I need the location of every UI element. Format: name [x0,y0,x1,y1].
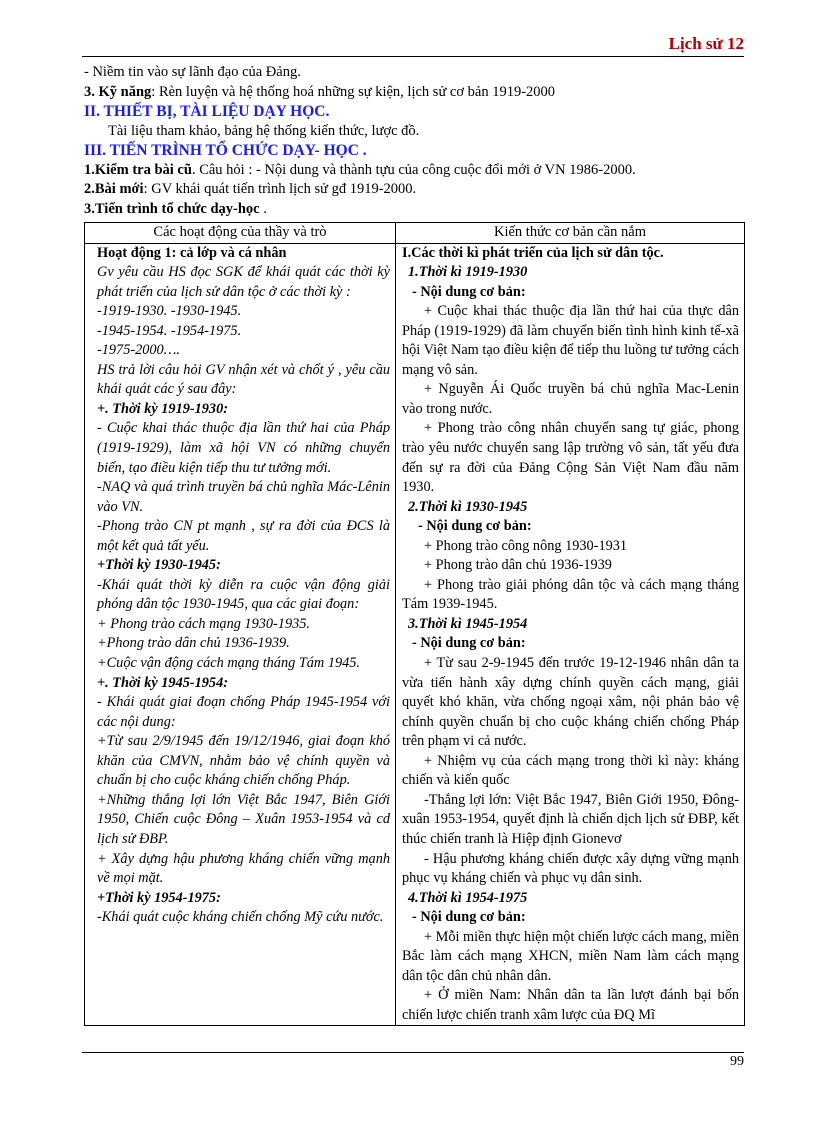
activity-text: -1975-2000…. [97,342,180,359]
activity-text: -1919-1930. -1930-1945. [97,303,242,320]
knowledge-text: + Phong trào giải phóng dân tộc và cách mạng tháng Tám 1939-1945. [402,576,739,613]
page-number: 99 [730,1054,744,1069]
footer-divider [82,1052,744,1053]
activity-text: -Khái quát thời kỳ diễn ra cuộc vận động giải phóng dân tộc 1930-1945, qua các giai đoạn: [97,576,390,613]
intro-section [84,63,744,219]
content-label: - Nội dung cơ bản: [418,518,532,535]
knowledge-text: + Phong trào công nông 1930-1931 [424,537,628,554]
lesson-table [84,222,745,1026]
activities-cell [85,243,396,1026]
activity-text: + Xây dựng hậu phương kháng chiến vững mạnh về mọi mặt. [97,850,390,887]
subject-title: Lịch sử 12 [668,34,744,53]
period-heading: 3.Thời kì 1945-1954 [408,615,528,632]
section-heading: II. THIẾT BỊ, TÀI LIỆU DẠY HỌC. [84,103,330,120]
knowledge-text: -Thắng lợi lớn: Việt Bắc 1947, Biên Giới 1950, Đông-xuân 1953-1954, quyết định là chiến dịch lịch sử ĐBP, kết thúc chiến tranh là Hiệp định Gionevơ [402,791,739,847]
content-label: - Nội dung cơ bản: [412,283,526,300]
activity-text: +Cuộc vận động cách mạng tháng Tám 1945. [97,655,360,672]
period-heading: 1.Thời kì 1919-1930 [408,264,528,281]
activity-text: +Những thắng lợi lớn Việt Bắc 1947, Biên Giới 1950, Chiến cuộc Đông – Xuân 1953-1954 và cd lịch sử ĐBP. [97,791,390,847]
activity-text: Gv yêu cầu HS đọc SGK để khái quát các thời kỳ phát triển của lịch sử dân tộc ở các thời kỳ : [97,264,390,300]
activity-text: +Từ sau 2/9/1945 đến 19/12/1946, giai đoạn khó khăn của CMVN, nhằm bảo vệ chính quyền và chuẩn bị cho cuộc kháng chiến chống Pháp. [97,733,390,789]
new-lesson-line: 2.Bài mới: GV khái quát tiến trình lịch sử gđ 1919-2000. [84,181,417,197]
section-heading: III. TIẾN TRÌNH TỔ CHỨC DẠY- HỌC . [84,142,367,159]
knowledge-text: + Phong trào công nhân chuyển sang tự giác, phong trào yêu nước chuyển sang lập trường vô sản, tất yếu đưa đến sự ra đời của Đảng Cộng Sản Việt Nam đầu năm 1930. [402,420,739,496]
period-heading: +Thời kỳ 1954-1975: [97,889,221,906]
materials-line: Tài liệu tham khảo, bảng hệ thống kiến thức, lược đồ. [108,122,420,139]
check-line: 1.Kiểm tra bài cũ. Câu hỏi : - Nội dung và thành tựu của công cuộc đổi mới ở VN 1986-2000. [84,161,636,178]
knowledge-text: + Mỗi miền thực hiện một chiến lược cách mang, miền Bắc làm cách mạng XHCN, miền Nam làm cách mạng dân tộc dân chủ nhân dân. [402,928,739,984]
process-line: 3.Tiến trình tổ chức dạy-học . [84,200,267,217]
knowledge-text: + Từ sau 2-9-1945 đến trước 19-12-1946 nhân dân ta vừa tiến hành xây dựng chính quyền cách mạng, giải quyết khó khăn, vừa chống ngoại xâm, nội phản bảo vệ chính quyền chuẩn bị cho cuộc kháng chiến chống Pháp trên phạm vi cả nước. [402,655,739,750]
knowledge-text: - Hậu phương kháng chiến được xây dựng vững mạnh phục vụ kháng chiến và phục vụ dân sinh. [402,850,739,887]
content-label: - Nội dung cơ bản: [412,635,526,652]
activity-heading: Hoạt động 1: cả lớp và cá nhân [97,244,287,261]
activity-text: HS trả lời câu hỏi GV nhận xét và chốt ý , yêu cầu khái quát các ý sau đây: [97,361,390,398]
skills-line: 3. Kỹ năng: Rèn luyện và hệ thống hoá những sự kiện, lịch sử cơ bản 1919-2000 [84,83,556,100]
activity-text: - Cuộc khai thác thuộc địa lần thứ hai của Pháp (1919-1929), làm xã hội VN có những chuyển biến, tạo điều kiện tiếp thu tư tưởng mới. [97,420,390,476]
knowledge-text: + Ở miền Nam: Nhân dân ta lần lượt đánh bại bốn chiến lược chiến tranh xâm lược của ĐQ Mĩ [402,987,739,1023]
activity-text: -NAQ và quá trình truyền bá chủ nghĩa Mác-Lênin vào VN. [97,479,390,515]
period-heading: 4.Thời kì 1954-1975 [408,889,528,906]
column-header-activities: Các hoạt động của thầy và trò [85,223,396,244]
period-heading: +Thời kỳ 1930-1945: [97,557,221,574]
period-heading: 2.Thời kì 1930-1945 [408,498,528,515]
activity-text: -Phong trào CN pt mạnh , sự ra đời của ĐCS là một kết quả tất yếu. [97,518,390,554]
knowledge-cell [396,243,745,1026]
knowledge-text: + Cuộc khai thác thuộc địa lần thứ hai của thực dân Pháp (1919-1929) đã làm chuyển biến tình hình kinh tế-xã hội Việt Nam tạo điều kiện để tiếp thu luồng tư tưởng cách mạng vô sản. [402,303,739,378]
activity-text: +Phong trào dân chủ 1936-1939. [97,635,290,652]
column-header-knowledge: Kiến thức cơ bản cần nắm [396,223,745,244]
knowledge-text: + Phong trào dân chủ 1936-1939 [424,557,612,574]
period-heading: +. Thời kỳ 1919-1930: [97,400,228,417]
activity-text: - Khái quát giai đoạn chống Pháp 1945-1954 với các nội dung: [97,694,390,730]
period-heading: +. Thời kỳ 1945-1954: [97,674,228,691]
activity-text: -1945-1954. -1954-1975. [97,322,242,339]
knowledge-heading: I.Các thời kì phát triển của lịch sử dân tộc. [402,244,664,261]
activity-text: -Khái quát cuộc kháng chiến chống Mỹ cứu nước. [97,909,384,926]
header-divider [82,56,744,57]
intro-line: - Niềm tin vào sự lãnh đạo của Đảng. [84,64,301,80]
activity-text: + Phong trào cách mạng 1930-1935. [97,615,310,632]
knowledge-text: + Nhiệm vụ của cách mạng trong thời kì này: kháng chiến và kiến quốc [402,752,739,789]
knowledge-text: + Nguyễn Ái Quốc truyền bá chủ nghĩa Mac-Lenin vào trong nước. [402,381,739,417]
content-label: - Nội dung cơ bản: [412,909,526,926]
